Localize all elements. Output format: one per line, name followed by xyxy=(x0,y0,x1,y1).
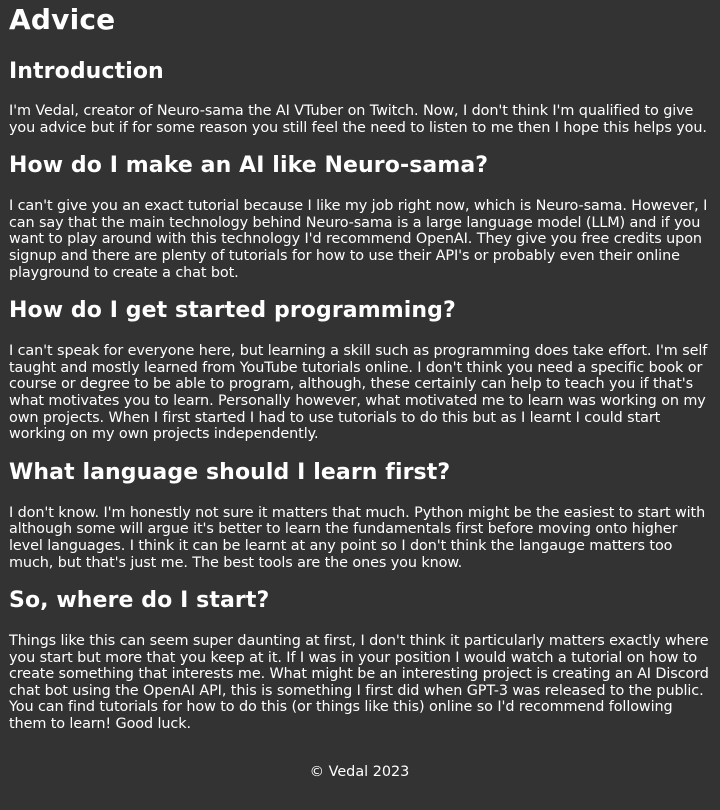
section-text-make-ai: I can't give you an exact tutorial because I like my job right now, which is Neuro-sama. However, I can say that the main technology behind Neuro-sama is a large language model (LLM) and if you want to play around with this technology I'd recommend OpenAI. They give you free credits upon signup and there are plenty of tutorials for how to use their API's or probably even their online playground to create a chat bot. xyxy=(9,198,708,281)
page-title: Advice xyxy=(9,3,116,36)
section-heading-language: What language should I learn first? xyxy=(9,459,451,485)
section-heading-get-started: How do I get started programming? xyxy=(9,298,456,324)
section-heading-where-start: So, where do I start? xyxy=(9,588,270,614)
section-text-where-start: Things like this can seem super daunting at first, I don't think it particularly matters exactly where you start but more that you keep at it. If I was in your position I would watch a tutorial on how to create something that interests me. What might be an interesting project is creating an AI Discord chat bot using the OpenAI API, this is something I first did when GPT-3 was released to the public. You can find tutorials for how to do this (or things like this) online so I'd recommend following them to learn! Good luck. xyxy=(9,633,709,733)
section-text-get-started: I can't speak for everyone here, but learning a skill such as programming does take effort. I'm self taught and mostly learned from YouTube tutorials online. I don't think you need a specific book or course or degree to be able to program, although, these certainly can help to teach you if that's what motivates you to learn. Personally however, what motivated me to learn was working on my own projects. When I first started I had to use tutorials to do this but as I learnt I could start working on my own projects independently. xyxy=(9,343,708,443)
section-heading-introduction: Introduction xyxy=(9,59,164,84)
footer-copyright: © Vedal 2023 xyxy=(309,763,410,780)
section-heading-make-ai: How do I make an AI like Neuro-sama? xyxy=(9,153,489,179)
section-text-language: I don't know. I'm honestly not sure it matters that much. Python might be the easiest to start with although some will argue it's better to learn the fundamentals first before moving onto higher level languages. I think it can be learnt at any point so I don't think the langauge matters too much, but that's just me. The best tools are the ones you know. xyxy=(9,504,706,571)
section-text-introduction: I'm Vedal, creator of Neuro-sama the AI VTuber on Twitch. Now, I don't think I'm qualified to give you advice but if for some reason you still feel the need to listen to me then I hope this helps you. xyxy=(9,103,707,136)
